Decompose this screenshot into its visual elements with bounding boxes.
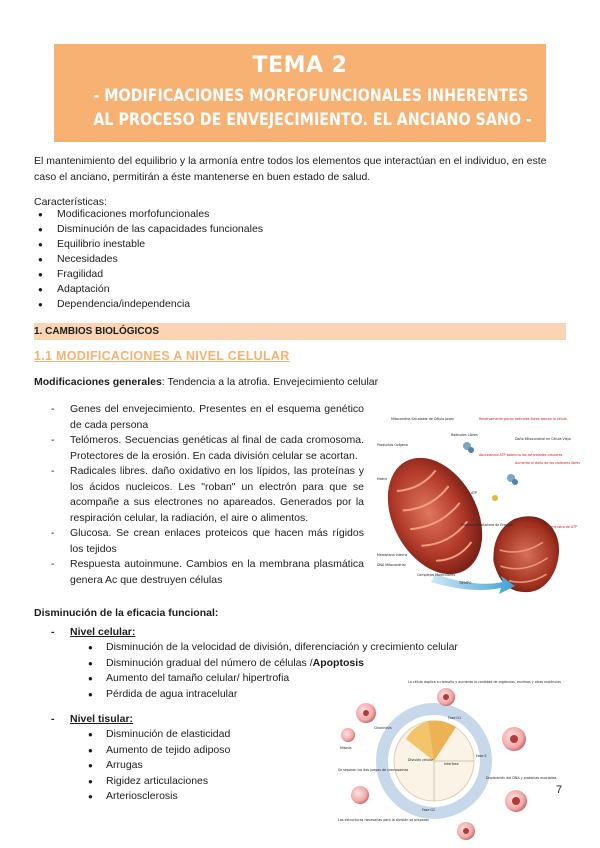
- list-item: ● Pérdida de agua intracelular: [88, 687, 458, 703]
- list-item: ● Aumento de tejido adiposo: [88, 743, 230, 759]
- list-item: - Radicales libres. daño oxidativo en los lípidos, las proteínas y los ácidos nucleicos. Les "roban" un electrón para que se acompañe a sus electrones no apareados. Generados por la respiración celular, la radiación, el aire o alimentos.: [34, 464, 364, 526]
- functional-efficiency-title: Disminución de la eficacia funcional:: [34, 607, 219, 619]
- cell-aging-list: [34, 402, 364, 588]
- figure-label: DNA Mitocondrial: [377, 563, 406, 567]
- topic-subtitle-line-1: - MODIFICACIONES MORFOFUNCIONALES INHERENTES: [93, 86, 529, 106]
- list-item: ● Equilibrio inestable: [34, 237, 263, 252]
- list-item: ● Arteriosclerosis: [88, 789, 230, 805]
- figure-label: Las estructuras necesarias para la división se preparan: [338, 818, 430, 822]
- figure-label: Citocinesis: [374, 726, 392, 730]
- mitochondria-aging-illustration: [375, 406, 581, 602]
- figure-label: Disminuye el suministro de ATP: [525, 525, 577, 529]
- figure-label: Maquina Productora de Energía: [461, 523, 513, 527]
- figure-label: Daño Mitocondrial en Célula Vieja: [515, 437, 571, 441]
- figure-label: Interfase: [444, 762, 459, 766]
- general-modifications-label: Modificaciones generales: [34, 376, 162, 388]
- list-item: ● Dependencia/independencia: [34, 297, 263, 312]
- list-item: - Genes del envejecimiento. Presentes en el esquema genético de cada persona: [34, 402, 364, 433]
- page-number: 7: [556, 784, 563, 796]
- figure-label: Aumenta el daño de los radicales libres: [515, 461, 581, 465]
- apoptosis-term: Apoptosis: [312, 656, 364, 669]
- cellular-level-label: Nivel celular:: [70, 626, 136, 638]
- list-item: - Glucosa. Se crean enlaces proteicos que hacen más rígidos los tejidos: [34, 526, 364, 557]
- list-item: ● Disminución de las capacidades funcionales: [34, 222, 263, 237]
- figure-label: Membrana interna: [377, 553, 408, 557]
- section-heading: 1. CAMBIOS BIOLÓGICOS: [34, 323, 566, 340]
- figure-label: ATP: [471, 491, 478, 495]
- figure-label: Mitocondria Saludable de Célula Joven: [391, 417, 455, 421]
- figure-label: Se separan los dos juegos de cromosomas: [338, 768, 409, 772]
- title-banner: [54, 44, 546, 142]
- figure-label: La célula duplica su tamaño y aumenta la cantidad de orgánulos, enzimas y otras moléculas: [408, 680, 561, 684]
- characteristics-label: Características:: [34, 196, 107, 208]
- list-item: ● Rigidez articulaciones: [88, 774, 230, 790]
- list-item: - Telómeros. Secuencias genéticas al final de cada cromosoma. Protectores de la erosión. En cada división celular se acortan.: [34, 433, 364, 464]
- list-item: ● Disminución de elasticidad: [88, 727, 230, 743]
- list-item: ● Arrugas: [88, 758, 230, 774]
- figure-label: Fase G2: [422, 808, 436, 812]
- list-item: ● Fragilidad: [34, 267, 263, 282]
- figure-label: Matriz: [377, 477, 388, 481]
- figure-label: Productos Ozígeno: [377, 443, 408, 447]
- figure-label: Mitosis: [340, 746, 352, 750]
- figure-label: División celular: [408, 758, 434, 762]
- figure-label: Fase G1: [448, 716, 462, 720]
- cell-cycle-diagram: [336, 675, 561, 845]
- subsection-heading: 1.1 MODIFICACIONES A NIVEL CELULAR: [34, 349, 290, 363]
- intro-paragraph: El mantenimiento del equilibrio y la armonía entre todos los elementos que interactúan en el individuo, en este caso el anciano, permitirán a éste mantenerse en buen estado de salud.: [34, 155, 547, 183]
- figure-label: Fase S: [476, 754, 487, 758]
- list-item: ● Aumento del tamaño celular/ hipertrofia: [88, 671, 458, 687]
- figure-label: Abundancia ATP potencia las actividades celulares: [479, 453, 563, 457]
- tissue-level-label: Nivel tisular:: [70, 713, 134, 725]
- list-item: - Respuesta autoinmune. Cambios en la membrana plasmática genera Ac que destruyen células: [34, 557, 364, 588]
- characteristics-list: [34, 207, 263, 312]
- time-label: TIEMPO: [459, 581, 472, 585]
- figure-label: Complejos Moleculares: [417, 573, 455, 577]
- list-item: ● Disminución de la velocidad de división, diferenciación y crecimiento celular: [88, 640, 458, 656]
- figure-label: Duplicación del DNA y proteínas asociadas: [486, 776, 557, 780]
- figure-label: Relativamente pocos radicales libres atacan la célula: [479, 417, 567, 421]
- list-item: ● Disminución gradual del número de células /Apoptosis: [88, 656, 458, 672]
- topic-subtitle-line-2: AL PROCESO DE ENVEJECIMIENTO. EL ANCIANO SANO -: [93, 110, 532, 130]
- general-modifications-text: : Tendencia a la atrofia. Envejecimiento celular: [161, 376, 379, 388]
- figure-label: Radicales Libres: [451, 433, 478, 437]
- list-item: ● Modificaciones morfofuncionales: [34, 207, 263, 222]
- general-modifications: [34, 376, 378, 388]
- list-item: ● Adaptación: [34, 282, 263, 297]
- topic-title: TEMA 2: [252, 53, 348, 78]
- list-item: ● Necesidades: [34, 252, 263, 267]
- tissue-level-list: [88, 727, 230, 805]
